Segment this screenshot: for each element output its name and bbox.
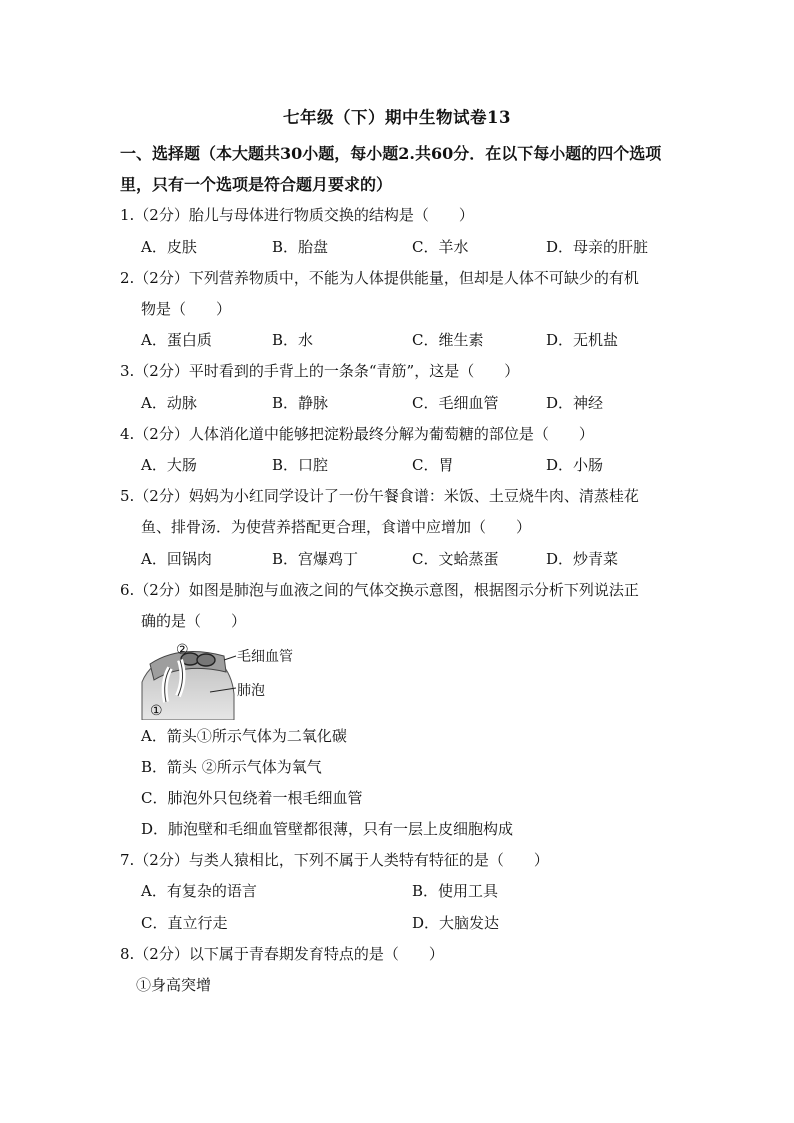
question-4-option-d: D．小肠: [546, 456, 604, 474]
question-6-stem-line-1: 6.（2分）如图是肺泡与血液之间的气体交换示意图，根据图示分析下列说法正: [120, 581, 639, 599]
page-title: 七年级（下）期中生物试卷13: [283, 108, 511, 127]
question-5-option-a: A．回锅肉: [141, 550, 212, 568]
question-8-item-1: ①身高突增: [136, 976, 212, 994]
gas-exchange-figure: [140, 642, 320, 720]
question-7-option-a: A．有复杂的语言: [141, 882, 257, 900]
question-1-option-a: A．皮肤: [141, 238, 197, 256]
question-6-stem-line-2: 确的是（ ）: [141, 612, 247, 630]
label-alveolus: 肺泡: [237, 683, 265, 699]
question-1-option-b: B．胎盘: [272, 238, 329, 256]
question-2-stem-line-1: 2.（2分）下列营养物质中，不能为人体提供能量，但却是人体不可缺少的有机: [120, 269, 639, 287]
question-5-option-b: B．宫爆鸡丁: [272, 550, 359, 568]
question-2-option-c: C．维生素: [412, 331, 484, 349]
question-4-option-c: C．胃: [412, 456, 454, 474]
question-5-option-d: D．炒青菜: [546, 550, 619, 568]
question-7-stem: 7.（2分）与类人猿相比，下列不属于人类特有特征的是（ ）: [120, 851, 549, 869]
alveolus-capillary-diagram: [140, 642, 320, 720]
question-2-option-d: D．无机盐: [546, 331, 619, 349]
marker-1: ①: [150, 703, 163, 719]
question-8-stem: 8.（2分）以下属于青春期发育特点的是（ ）: [120, 945, 444, 963]
question-6-option-a: A．箭头①所示气体为二氧化碳: [141, 727, 347, 745]
section-heading-line-1: 一、选择题（本大题共30小题，每小题2.共60分．在以下每小题的四个选项: [120, 144, 662, 163]
question-7-option-c: C．直立行走: [141, 914, 228, 932]
question-1-option-c: C．羊水: [412, 238, 469, 256]
question-1-option-d: D．母亲的肝脏: [546, 238, 649, 256]
question-5-stem-line-2: 鱼、排骨汤．为使营养搭配更合理，食谱中应增加（ ）: [141, 518, 532, 536]
question-2-option-b: B．水: [272, 331, 314, 349]
question-2-option-a: A．蛋白质: [141, 331, 212, 349]
question-7-option-b: B．使用工具: [412, 882, 499, 900]
question-3-option-a: A．动脉: [141, 394, 197, 412]
question-6-option-d: D．肺泡壁和毛细血管壁都很薄，只有一层上皮细胞构成: [141, 820, 514, 838]
question-6-option-c: C．肺泡外只包绕着一根毛细血管: [141, 789, 363, 807]
question-3-option-c: C．毛细血管: [412, 394, 499, 412]
question-1-stem: 1.（2分）胎儿与母体进行物质交换的结构是（ ）: [120, 206, 474, 224]
question-2-stem-line-2: 物是（ ）: [141, 300, 232, 318]
question-7-option-d: D．大脑发达: [412, 914, 500, 932]
question-5-option-c: C．文蛤蒸蛋: [412, 550, 499, 568]
question-6-option-b: B．箭头 ②所示气体为氧气: [141, 758, 322, 776]
question-4-option-a: A．大肠: [141, 456, 197, 474]
label-capillary: 毛细血管: [237, 649, 293, 665]
question-3-option-d: D．神经: [546, 394, 604, 412]
section-heading-line-2: 里，只有一个选项是符合题月要求的）: [120, 175, 393, 194]
question-4-stem: 4.（2分）人体消化道中能够把淀粉最终分解为葡萄糖的部位是（ ）: [120, 425, 594, 443]
question-4-option-b: B．口腔: [272, 456, 329, 474]
marker-2: ②: [176, 642, 189, 658]
section-heading: [120, 138, 680, 200]
question-3-option-b: B．静脉: [272, 394, 329, 412]
question-3-stem: 3.（2分）平时看到的手背上的一条条“青筋”，这是（ ）: [120, 362, 520, 380]
question-5-stem-line-1: 5.（2分）妈妈为小红同学设计了一份午餐食谱：米饭、土豆烧牛肉、清蒸桂花: [120, 487, 639, 505]
